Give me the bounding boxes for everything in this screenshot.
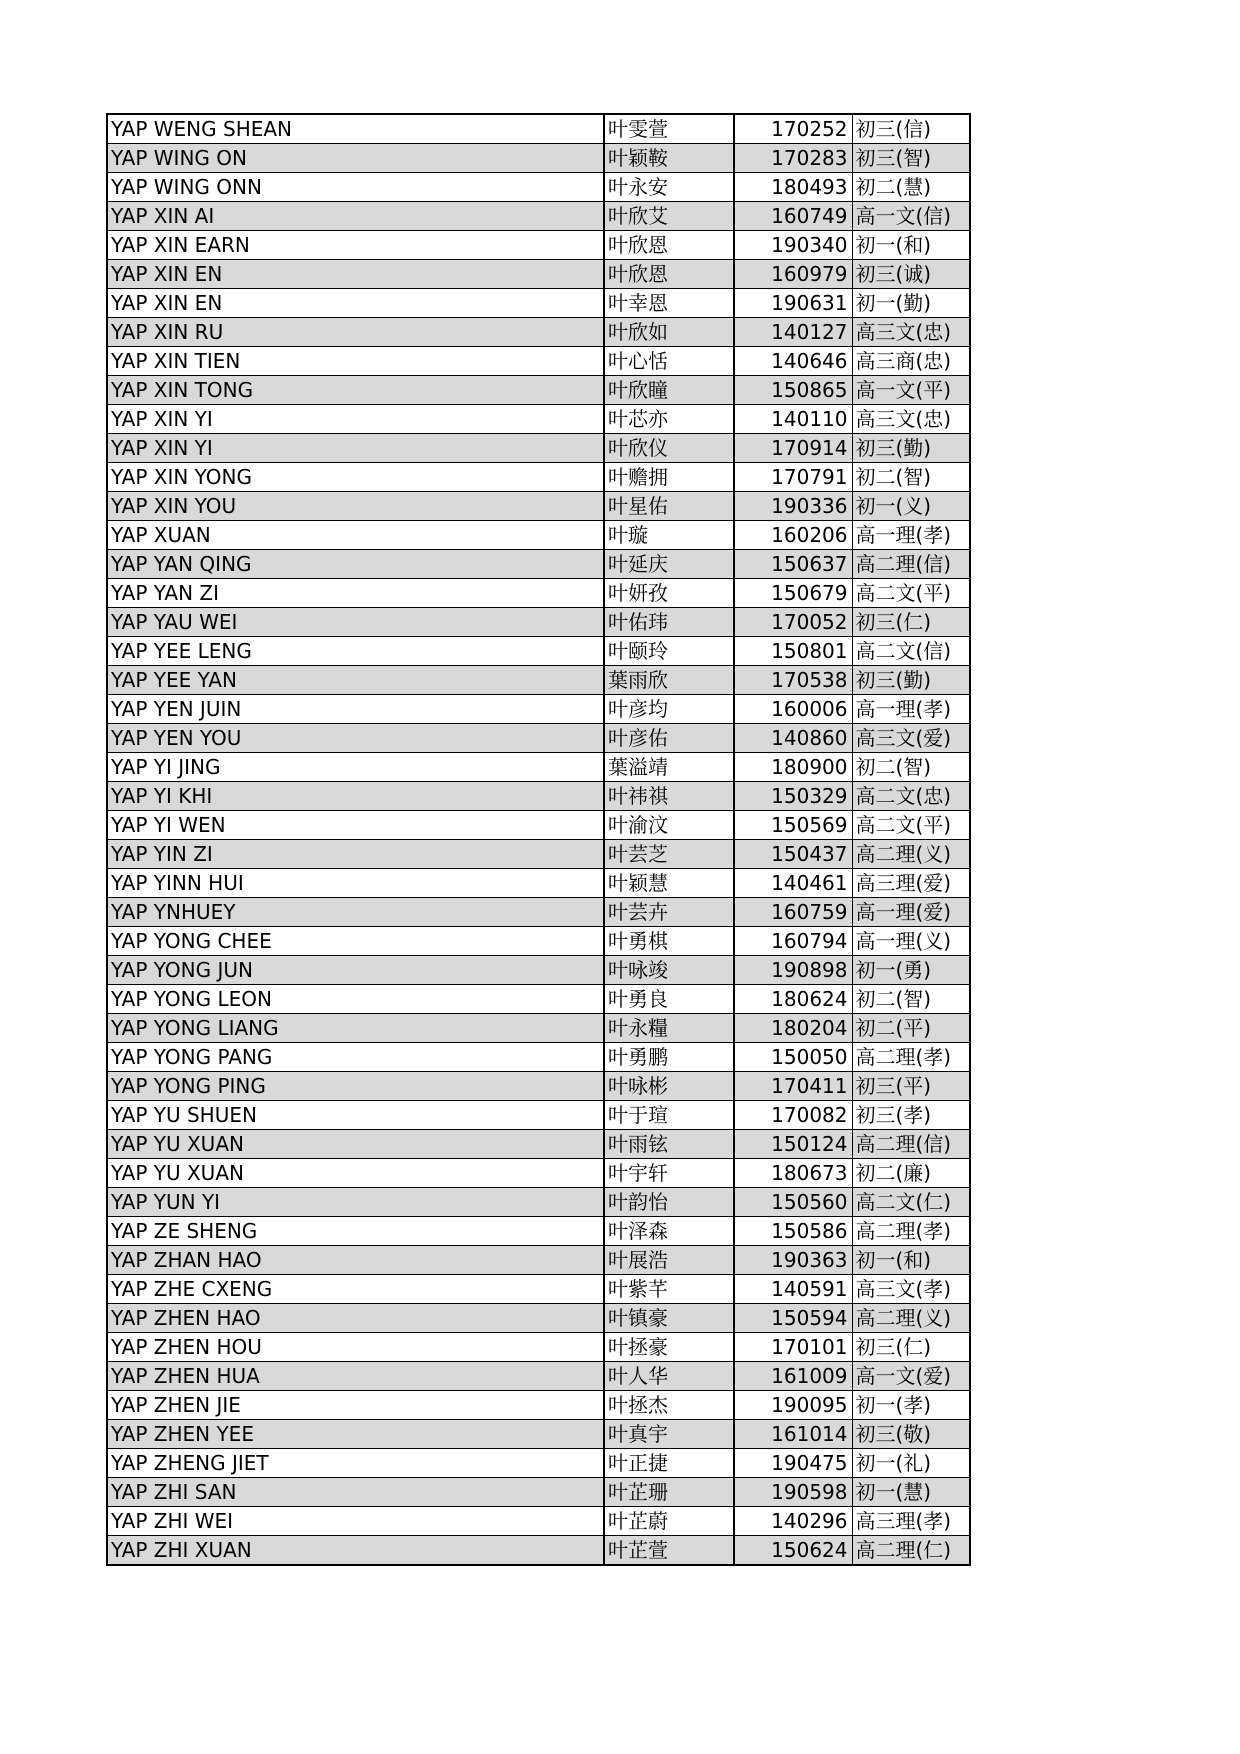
student-id: 170411 xyxy=(734,1072,852,1101)
student-name-en: YAP XIN YONG xyxy=(107,463,604,492)
student-id: 150801 xyxy=(734,637,852,666)
table-row xyxy=(107,289,970,318)
student-name-en: YAP YIN ZI xyxy=(107,840,604,869)
student-name-cn: 叶芯亦 xyxy=(604,405,734,434)
student-id: 190095 xyxy=(734,1391,852,1420)
student-name-en: YAP YONG CHEE xyxy=(107,927,604,956)
student-name-en: YAP XIN TIEN xyxy=(107,347,604,376)
student-class: 初三(孝) xyxy=(852,1101,970,1130)
student-class: 初二(慧) xyxy=(852,173,970,202)
roster-body xyxy=(107,114,970,1565)
student-name-en: YAP ZHEN HAO xyxy=(107,1304,604,1333)
student-class: 初三(智) xyxy=(852,144,970,173)
table-row xyxy=(107,1130,970,1159)
student-class: 初三(勤) xyxy=(852,434,970,463)
student-class: 初三(信) xyxy=(852,114,970,144)
student-name-cn: 叶心恬 xyxy=(604,347,734,376)
student-id: 150637 xyxy=(734,550,852,579)
table-row xyxy=(107,1536,970,1566)
student-id: 190631 xyxy=(734,289,852,318)
student-id: 170052 xyxy=(734,608,852,637)
student-id: 140296 xyxy=(734,1507,852,1536)
student-name-en: YAP YUN YI xyxy=(107,1188,604,1217)
table-row xyxy=(107,985,970,1014)
student-name-en: YAP YI JING xyxy=(107,753,604,782)
table-row xyxy=(107,869,970,898)
student-name-cn: 叶芷萱 xyxy=(604,1536,734,1566)
student-class: 初一(和) xyxy=(852,1246,970,1275)
student-name-en: YAP WENG SHEAN xyxy=(107,114,604,144)
student-id: 160749 xyxy=(734,202,852,231)
table-row xyxy=(107,811,970,840)
student-name-en: YAP XIN RU xyxy=(107,318,604,347)
table-row xyxy=(107,898,970,927)
student-name-en: YAP ZHI WEI xyxy=(107,1507,604,1536)
table-row xyxy=(107,1304,970,1333)
student-class: 初一(和) xyxy=(852,231,970,260)
table-row xyxy=(107,521,970,550)
student-name-cn: 叶佑玮 xyxy=(604,608,734,637)
student-name-en: YAP XUAN xyxy=(107,521,604,550)
student-name-en: YAP YU SHUEN xyxy=(107,1101,604,1130)
student-class: 初三(平) xyxy=(852,1072,970,1101)
table-row xyxy=(107,782,970,811)
table-row xyxy=(107,1420,970,1449)
student-class: 高二文(信) xyxy=(852,637,970,666)
student-roster-table xyxy=(106,113,971,1566)
table-row xyxy=(107,753,970,782)
table-row xyxy=(107,637,970,666)
student-name-cn: 叶雯萱 xyxy=(604,114,734,144)
student-name-cn: 叶勇良 xyxy=(604,985,734,1014)
student-class: 初一(礼) xyxy=(852,1449,970,1478)
table-row xyxy=(107,173,970,202)
student-name-cn: 叶颐玲 xyxy=(604,637,734,666)
student-class: 初一(慧) xyxy=(852,1478,970,1507)
student-name-cn: 叶祎祺 xyxy=(604,782,734,811)
student-id: 170538 xyxy=(734,666,852,695)
student-class: 高二理(义) xyxy=(852,1304,970,1333)
student-name-en: YAP YONG JUN xyxy=(107,956,604,985)
student-class: 高三理(爱) xyxy=(852,869,970,898)
student-id: 140110 xyxy=(734,405,852,434)
student-class: 初二(智) xyxy=(852,463,970,492)
student-name-en: YAP ZHEN HOU xyxy=(107,1333,604,1362)
student-id: 150865 xyxy=(734,376,852,405)
student-class: 初二(平) xyxy=(852,1014,970,1043)
table-row xyxy=(107,695,970,724)
student-name-en: YAP XIN EARN xyxy=(107,231,604,260)
student-name-en: YAP ZHI SAN xyxy=(107,1478,604,1507)
student-class: 初一(勤) xyxy=(852,289,970,318)
table-row xyxy=(107,114,970,144)
student-name-cn: 叶勇鹏 xyxy=(604,1043,734,1072)
student-name-en: YAP YI KHI xyxy=(107,782,604,811)
student-name-cn: 叶宇轩 xyxy=(604,1159,734,1188)
student-name-en: YAP YAN QING xyxy=(107,550,604,579)
student-name-en: YAP ZHI XUAN xyxy=(107,1536,604,1566)
student-id: 190898 xyxy=(734,956,852,985)
student-class: 高三文(爱) xyxy=(852,724,970,753)
student-class: 高二文(忠) xyxy=(852,782,970,811)
student-name-en: YAP XIN YI xyxy=(107,434,604,463)
student-id: 150329 xyxy=(734,782,852,811)
student-id: 150560 xyxy=(734,1188,852,1217)
student-name-en: YAP XIN AI xyxy=(107,202,604,231)
student-name-en: YAP YEE YAN xyxy=(107,666,604,695)
student-name-en: YAP ZHE CXENG xyxy=(107,1275,604,1304)
table-row xyxy=(107,144,970,173)
student-id: 150594 xyxy=(734,1304,852,1333)
student-name-en: YAP YINN HUI xyxy=(107,869,604,898)
student-class: 初一(勇) xyxy=(852,956,970,985)
student-name-en: YAP YNHUEY xyxy=(107,898,604,927)
student-id: 150624 xyxy=(734,1536,852,1566)
student-class: 初一(孝) xyxy=(852,1391,970,1420)
student-name-en: YAP YONG PING xyxy=(107,1072,604,1101)
student-name-cn: 叶正捷 xyxy=(604,1449,734,1478)
student-name-cn: 叶欣艾 xyxy=(604,202,734,231)
table-row xyxy=(107,1101,970,1130)
table-row xyxy=(107,202,970,231)
table-row xyxy=(107,608,970,637)
table-row xyxy=(107,492,970,521)
student-id: 180673 xyxy=(734,1159,852,1188)
student-class: 初三(勤) xyxy=(852,666,970,695)
student-id: 140860 xyxy=(734,724,852,753)
table-row xyxy=(107,666,970,695)
student-name-en: YAP ZE SHENG xyxy=(107,1217,604,1246)
student-name-en: YAP YI WEN xyxy=(107,811,604,840)
student-name-en: YAP WING ON xyxy=(107,144,604,173)
student-id: 170283 xyxy=(734,144,852,173)
table-row xyxy=(107,1188,970,1217)
student-name-cn: 叶赡拥 xyxy=(604,463,734,492)
student-name-cn: 叶星佑 xyxy=(604,492,734,521)
student-id: 140591 xyxy=(734,1275,852,1304)
table-row xyxy=(107,1275,970,1304)
student-id: 140127 xyxy=(734,318,852,347)
student-id: 150569 xyxy=(734,811,852,840)
student-name-en: YAP XIN TONG xyxy=(107,376,604,405)
student-id: 161014 xyxy=(734,1420,852,1449)
student-name-cn: 叶永安 xyxy=(604,173,734,202)
student-name-cn: 叶妍孜 xyxy=(604,579,734,608)
student-id: 150679 xyxy=(734,579,852,608)
student-name-cn: 叶颖鞍 xyxy=(604,144,734,173)
table-row xyxy=(107,347,970,376)
student-name-cn: 叶欣恩 xyxy=(604,231,734,260)
student-id: 170914 xyxy=(734,434,852,463)
table-row xyxy=(107,724,970,753)
student-id: 150437 xyxy=(734,840,852,869)
student-name-en: YAP YEN YOU xyxy=(107,724,604,753)
student-id: 190598 xyxy=(734,1478,852,1507)
student-name-cn: 叶拯豪 xyxy=(604,1333,734,1362)
student-name-en: YAP XIN EN xyxy=(107,260,604,289)
student-name-en: YAP YEN JUIN xyxy=(107,695,604,724)
table-row xyxy=(107,1478,970,1507)
table-row xyxy=(107,1217,970,1246)
student-name-cn: 叶璇 xyxy=(604,521,734,550)
table-row xyxy=(107,318,970,347)
student-class: 高二理(信) xyxy=(852,1130,970,1159)
student-class: 高一理(爱) xyxy=(852,898,970,927)
student-name-en: YAP ZHAN HAO xyxy=(107,1246,604,1275)
student-name-cn: 叶芸芝 xyxy=(604,840,734,869)
student-id: 150124 xyxy=(734,1130,852,1159)
student-name-en: YAP YONG LIANG xyxy=(107,1014,604,1043)
student-class: 高一理(孝) xyxy=(852,695,970,724)
student-name-cn: 叶展浩 xyxy=(604,1246,734,1275)
table-row xyxy=(107,1246,970,1275)
student-name-cn: 叶彦均 xyxy=(604,695,734,724)
student-name-en: YAP YONG PANG xyxy=(107,1043,604,1072)
student-class: 高二理(孝) xyxy=(852,1217,970,1246)
student-id: 150050 xyxy=(734,1043,852,1072)
student-id: 160006 xyxy=(734,695,852,724)
table-row xyxy=(107,231,970,260)
student-name-en: YAP YONG LEON xyxy=(107,985,604,1014)
student-id: 170252 xyxy=(734,114,852,144)
table-row xyxy=(107,1333,970,1362)
student-name-cn: 叶紫芊 xyxy=(604,1275,734,1304)
student-class: 高二文(仁) xyxy=(852,1188,970,1217)
student-class: 高一文(信) xyxy=(852,202,970,231)
student-id: 180624 xyxy=(734,985,852,1014)
table-row xyxy=(107,550,970,579)
student-name-cn: 叶于瑄 xyxy=(604,1101,734,1130)
student-name-cn: 叶芷蔚 xyxy=(604,1507,734,1536)
student-class: 初二(廉) xyxy=(852,1159,970,1188)
student-name-cn: 叶雨铉 xyxy=(604,1130,734,1159)
table-row xyxy=(107,1391,970,1420)
student-class: 初二(智) xyxy=(852,753,970,782)
student-id: 190363 xyxy=(734,1246,852,1275)
student-name-en: YAP YU XUAN xyxy=(107,1130,604,1159)
student-id: 180493 xyxy=(734,173,852,202)
student-id: 180900 xyxy=(734,753,852,782)
student-name-en: YAP ZHEN YEE xyxy=(107,1420,604,1449)
table-row xyxy=(107,840,970,869)
student-class: 初三(仁) xyxy=(852,1333,970,1362)
student-name-cn: 葉雨欣 xyxy=(604,666,734,695)
student-name-cn: 叶拯杰 xyxy=(604,1391,734,1420)
student-id: 190336 xyxy=(734,492,852,521)
student-name-cn: 叶真宇 xyxy=(604,1420,734,1449)
student-class: 高二理(信) xyxy=(852,550,970,579)
student-class: 初二(智) xyxy=(852,985,970,1014)
student-name-cn: 叶咏彬 xyxy=(604,1072,734,1101)
student-name-cn: 叶永糧 xyxy=(604,1014,734,1043)
student-class: 高一理(义) xyxy=(852,927,970,956)
table-row xyxy=(107,1449,970,1478)
student-id: 160206 xyxy=(734,521,852,550)
student-name-cn: 叶欣恩 xyxy=(604,260,734,289)
table-row xyxy=(107,260,970,289)
student-class: 高二文(平) xyxy=(852,579,970,608)
table-row xyxy=(107,1507,970,1536)
student-name-cn: 叶咏竣 xyxy=(604,956,734,985)
student-name-cn: 葉溢靖 xyxy=(604,753,734,782)
student-name-en: YAP XIN YOU xyxy=(107,492,604,521)
student-class: 高三文(孝) xyxy=(852,1275,970,1304)
table-row xyxy=(107,405,970,434)
student-class: 高三理(孝) xyxy=(852,1507,970,1536)
student-class: 高三商(忠) xyxy=(852,347,970,376)
student-id: 140646 xyxy=(734,347,852,376)
student-id: 160794 xyxy=(734,927,852,956)
student-class: 高一文(平) xyxy=(852,376,970,405)
student-class: 初三(诚) xyxy=(852,260,970,289)
student-id: 170082 xyxy=(734,1101,852,1130)
table-row xyxy=(107,927,970,956)
table-row xyxy=(107,1043,970,1072)
student-name-cn: 叶韵怡 xyxy=(604,1188,734,1217)
student-name-cn: 叶彦佑 xyxy=(604,724,734,753)
student-id: 190340 xyxy=(734,231,852,260)
student-name-cn: 叶勇棋 xyxy=(604,927,734,956)
student-name-en: YAP ZHENG JIET xyxy=(107,1449,604,1478)
table-row xyxy=(107,1072,970,1101)
student-name-cn: 叶渝汶 xyxy=(604,811,734,840)
student-name-cn: 叶芷珊 xyxy=(604,1478,734,1507)
table-row xyxy=(107,434,970,463)
student-class: 初一(义) xyxy=(852,492,970,521)
student-class: 高三文(忠) xyxy=(852,405,970,434)
student-id: 170791 xyxy=(734,463,852,492)
student-name-cn: 叶镇豪 xyxy=(604,1304,734,1333)
student-name-cn: 叶人华 xyxy=(604,1362,734,1391)
student-name-en: YAP YAU WEI xyxy=(107,608,604,637)
student-name-en: YAP YEE LENG xyxy=(107,637,604,666)
student-id: 190475 xyxy=(734,1449,852,1478)
student-name-cn: 叶泽森 xyxy=(604,1217,734,1246)
student-class: 高一理(孝) xyxy=(852,521,970,550)
student-class: 初三(仁) xyxy=(852,608,970,637)
student-class: 高二文(平) xyxy=(852,811,970,840)
table-row xyxy=(107,1014,970,1043)
student-name-en: YAP YU XUAN xyxy=(107,1159,604,1188)
table-row xyxy=(107,463,970,492)
table-row xyxy=(107,1362,970,1391)
student-name-cn: 叶欣瞳 xyxy=(604,376,734,405)
student-name-cn: 叶芸卉 xyxy=(604,898,734,927)
student-class: 高三文(忠) xyxy=(852,318,970,347)
student-class: 高二理(孝) xyxy=(852,1043,970,1072)
student-name-cn: 叶欣如 xyxy=(604,318,734,347)
student-class: 高二理(仁) xyxy=(852,1536,970,1566)
student-name-en: YAP ZHEN HUA xyxy=(107,1362,604,1391)
table-row xyxy=(107,1159,970,1188)
student-name-en: YAP WING ONN xyxy=(107,173,604,202)
student-name-cn: 叶欣仪 xyxy=(604,434,734,463)
table-row xyxy=(107,376,970,405)
student-name-en: YAP YAN ZI xyxy=(107,579,604,608)
table-row xyxy=(107,956,970,985)
student-id: 161009 xyxy=(734,1362,852,1391)
student-id: 160979 xyxy=(734,260,852,289)
student-name-en: YAP ZHEN JIE xyxy=(107,1391,604,1420)
student-id: 170101 xyxy=(734,1333,852,1362)
student-id: 140461 xyxy=(734,869,852,898)
student-name-en: YAP XIN EN xyxy=(107,289,604,318)
student-class: 初三(敬) xyxy=(852,1420,970,1449)
student-name-en: YAP XIN YI xyxy=(107,405,604,434)
student-id: 180204 xyxy=(734,1014,852,1043)
student-id: 160759 xyxy=(734,898,852,927)
student-name-cn: 叶颖慧 xyxy=(604,869,734,898)
student-name-cn: 叶幸恩 xyxy=(604,289,734,318)
student-id: 150586 xyxy=(734,1217,852,1246)
student-name-cn: 叶延庆 xyxy=(604,550,734,579)
table-row xyxy=(107,579,970,608)
student-class: 高二理(义) xyxy=(852,840,970,869)
student-class: 高一文(爱) xyxy=(852,1362,970,1391)
